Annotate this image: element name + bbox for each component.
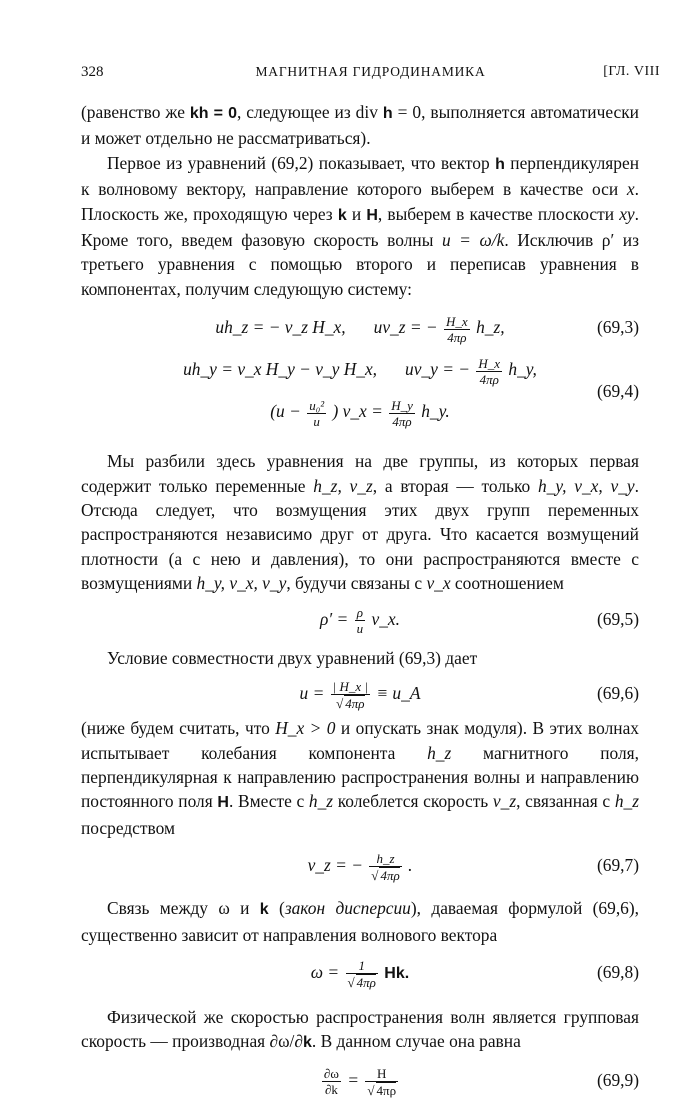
page-body <box>81 100 639 1104</box>
equation-number: (69,5) <box>596 608 639 629</box>
paragraph-4: Условие совместности двух уравнений (69,3) дает <box>107 647 478 668</box>
equation-69-8: ω = $\frac{1}{√ 4\pi\rho}$ Hk. (69,8) <box>310 957 639 990</box>
equation-69-7: v_z = − $\frac{h\_z}{√ 4\pi\rho}$ . (69,7) <box>307 851 639 884</box>
equation-number: (69,7) <box>596 854 639 875</box>
paragraph-5: (ниже будем считать, что H_x > 0 и опускать знак модуля). В этих волнах испытывает колебания компонента h_z магнитного поля, перпендикулярная к направлению распространения волны и направлению постоянного поля H. Вместе с h_z колеблется скорость v_z, связанная с h_z посредством <box>81 718 640 838</box>
equation-number: (69,3) <box>596 317 639 338</box>
paragraph-7: Физической же скоростью распространения волн является групповая скорость — производная ∂ω/∂k. В данном случае она равна <box>81 1006 639 1052</box>
equation-69-3: uh_z = − v_z H_x, uv_z = − $\frac{H\_x}{4\pi\rho}$ h_z, (69,3) <box>215 313 639 345</box>
equation-69-5: ρ′ = $\frac{\rho}{u}$ v_x. (69,5) <box>320 605 639 637</box>
running-title: МАГНИТНАЯ ГИДРОДИНАМИКА <box>255 64 486 79</box>
page-number: 328 <box>81 64 104 80</box>
paragraph-3: Мы разбили здесь уравнения на две группы, из которых первая содержит только переменные h_z, v_z, а вторая — только h_y, v_x, v_y. Отсюда следует, что возмущения этих двух групп переменных распространяются независимо друг от друга. Что касается возмущений плотности (а с нею и давления), то они распространяются вместе с возмущениями h_y, v_x, v_y, будучи связаны с v_x соотношением <box>81 451 639 594</box>
equation-69-9: $\frac{\partial\omega}{\partial k}$ = $\frac{H}{√ 4\pi\rho}$ (69,9) <box>323 1065 639 1098</box>
paragraph-6: Связь между ω и k (закон дисперсии), даваемая формулой (69,6), существенно зависит от направления волнового вектора <box>81 898 639 945</box>
equation-69-6: u = $\frac{| H\_x |}{√ 4\pi\rho}$ ≡ u_A (69,6) <box>299 679 639 712</box>
page-header <box>81 64 660 86</box>
chapter-label: [ГЛ. VIII <box>603 64 660 79</box>
paragraph-2: Первое из уравнений (69,2) показывает, что вектор h перпендикулярен к волновому вектору, направление которого выберем в качестве оси x. Плоскость же, проходящую через k и H, выберем в качестве плоскости xy. Кроме того, введем фазовую скорость волны u = ω/k. Исключив ρ′ из третьего уравнения с помощью второго и переписав уравнения в компонентах, получим следующую систему: <box>81 152 639 299</box>
equation-number: (69,4) <box>596 381 639 402</box>
equation-number: (69,9) <box>596 1069 639 1090</box>
equation-69-4: uh_y = v_x H_y − v_y H_x, uv_y = − $\frac{H\_x}{4\pi\rho}$ h_y, (u − $\frac{\text{u₀²}}{u}$ ) v_x = $\frac{H\_y}{4\pi\rho}$ h_y. (69,4) <box>183 355 639 429</box>
equation-number: (69,6) <box>596 682 639 703</box>
formula-kh0: kh = 0 <box>189 105 237 122</box>
equation-number: (69,8) <box>596 961 639 982</box>
paragraph-1: (равенство же kh = 0, следующее из div h = 0, выполняется автоматически и может отдельно не рассматриваться). <box>81 102 639 149</box>
